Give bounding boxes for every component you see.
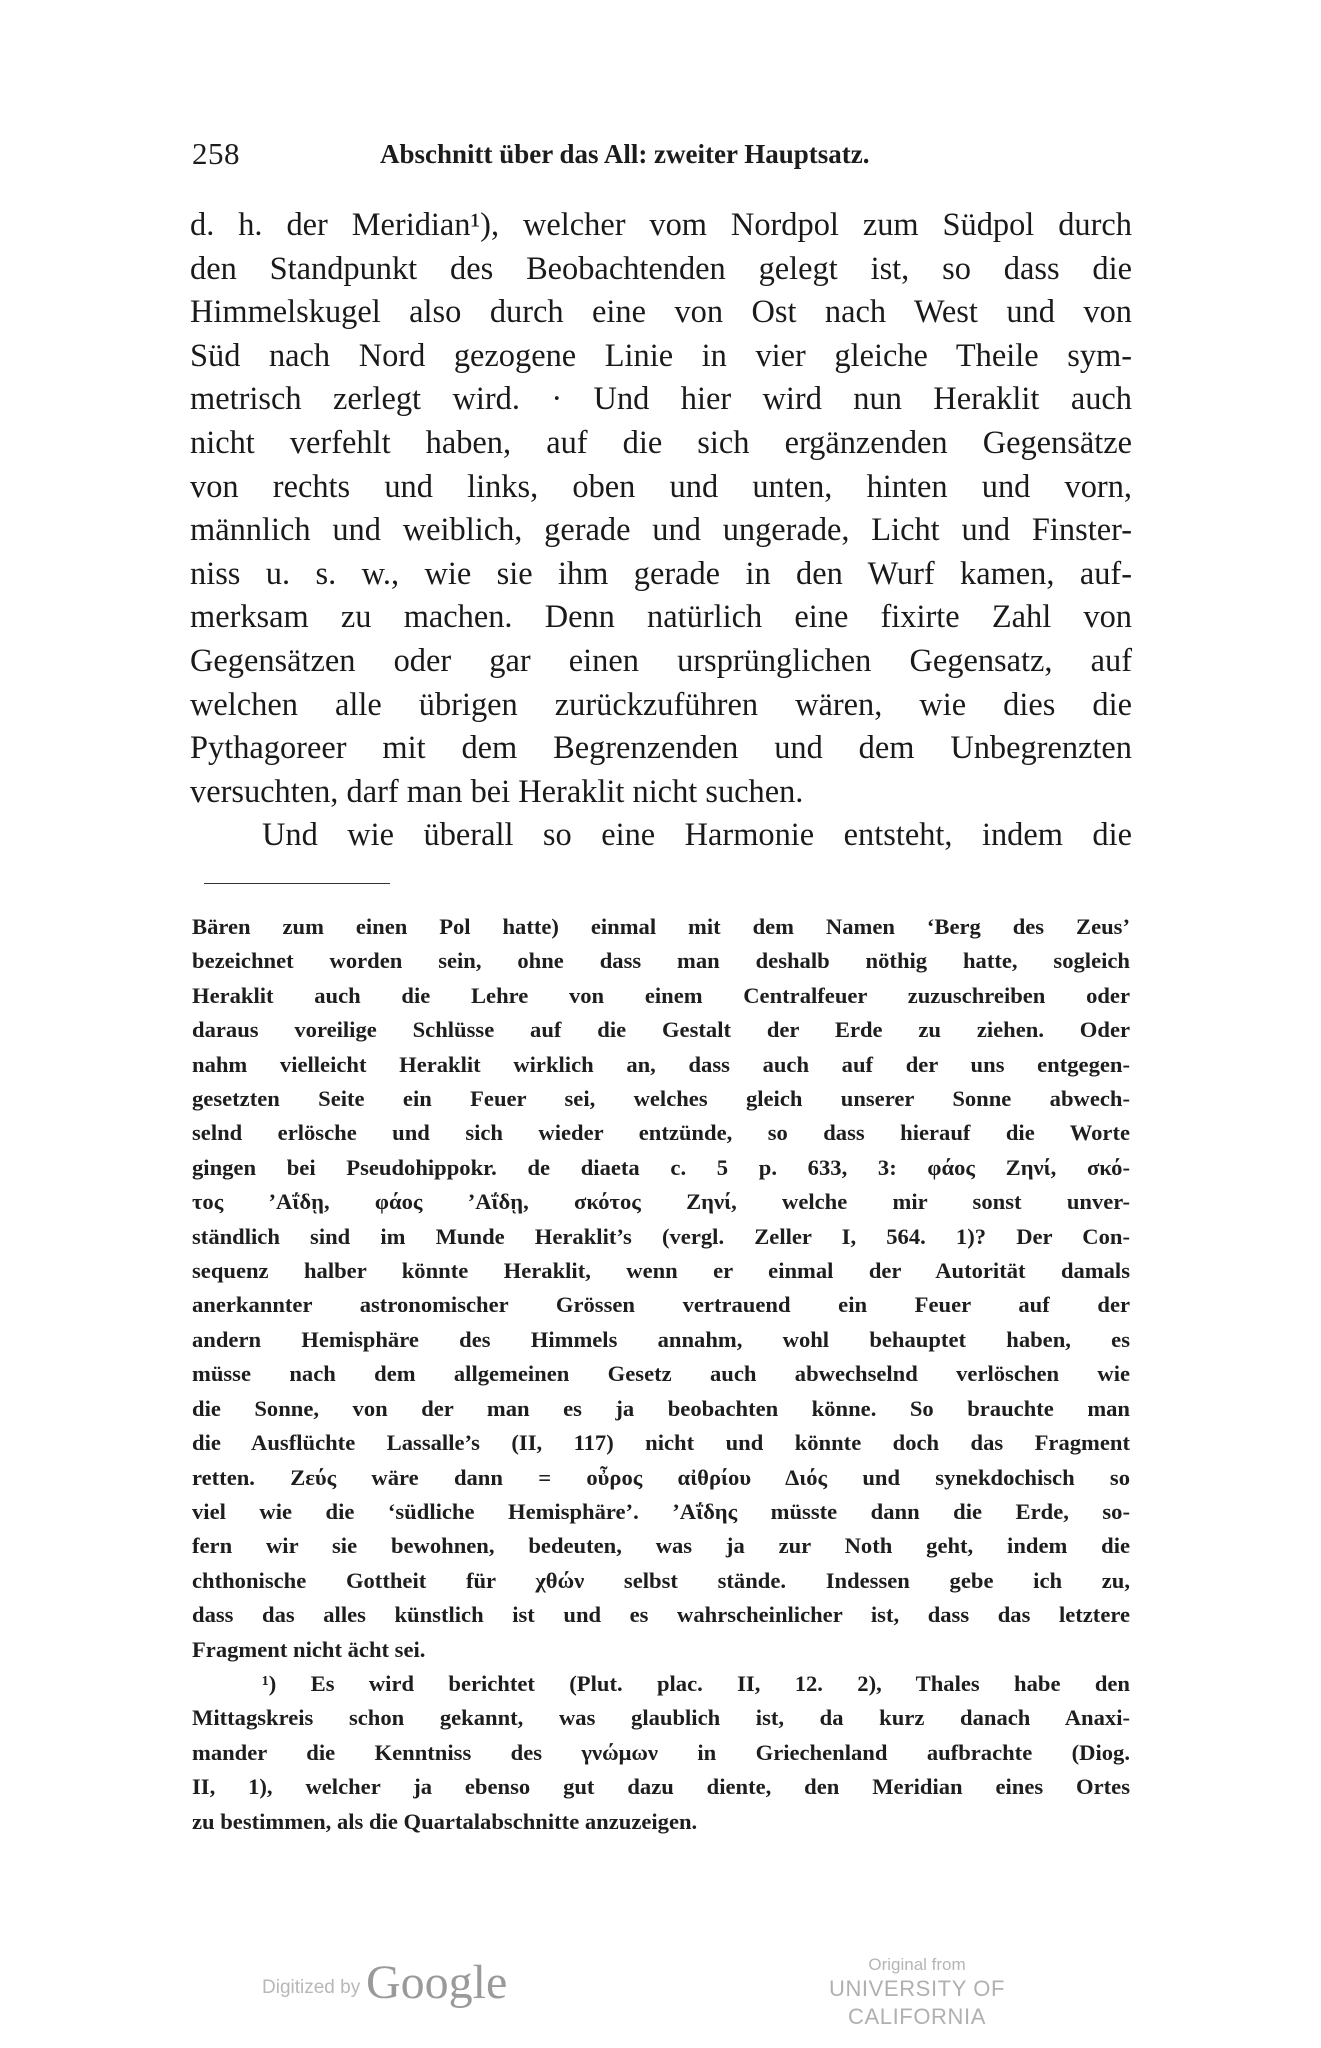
text-line: merksam zu machen. Denn natürlich eine fixirte Zahl von xyxy=(190,599,1132,636)
footnote-marker: ¹) xyxy=(262,1670,277,1696)
running-title: Abschnitt über das All: zweiter Hauptsatz. xyxy=(380,139,870,169)
footnotes xyxy=(192,910,1130,1839)
footnote-line: anerkannter astronomischer Grössen vertrauend ein Feuer auf der xyxy=(192,1292,1130,1318)
footnote-line: chthonische Gottheit für χθών selbst stände. Indessen gebe ich zu, xyxy=(192,1567,1130,1593)
digitized-by-label: Digitized by xyxy=(262,1977,361,1998)
footnote-line: Mittagskreis schon gekannt, was glaublich ist, da kurz danach Anaxi- xyxy=(192,1705,1130,1731)
text-line: welchen alle übrigen zurückzuführen wären, wie dies die xyxy=(190,686,1132,723)
footnote-line: τος ’Αΐδῃ, φάος ’Αΐδῃ, σκότος Ζηνί, welche mir sonst unver- xyxy=(192,1189,1130,1215)
footnote-line: gesetzten Seite ein Feuer sei, welches gleich unserer Sonne abwech- xyxy=(192,1086,1130,1112)
text-line: nicht verfehlt haben, auf die sich ergänzenden Gegensätze xyxy=(190,424,1132,461)
text-line: Himmelskugel also durch eine von Ost nach West und von xyxy=(190,294,1132,331)
footnote-line: II, 1), welcher ja ebenso gut dazu diente, den Meridian eines Ortes xyxy=(192,1774,1130,1800)
footnote-line: die Sonne, von der man es ja beobachten könne. So brauchte man xyxy=(192,1395,1130,1421)
text-line: Pythagoreer mit dem Begrenzenden und dem Unbegrenzten xyxy=(190,730,1132,767)
footnote-line: zu bestimmen, als die Quartalabschnitte anzuzeigen. xyxy=(192,1808,698,1834)
footnote-line: gingen bei Pseudohippokr. de diaeta c. 5 p. 633, 3: φάος Ζηνί, σκό- xyxy=(192,1154,1130,1180)
footnote-1-first-line xyxy=(192,1667,1130,1701)
footnote-line: Heraklit auch die Lehre von einem Centralfeuer zuzuschreiben oder xyxy=(192,982,1130,1008)
footnote-line: sequenz halber könnte Heraklit, wenn er einmal der Autorität damals xyxy=(192,1258,1130,1284)
page-header xyxy=(192,136,1132,176)
text-line: niss u. s. w., wie sie ihm gerade in den Wurf kamen, auf- xyxy=(190,555,1132,592)
footnote-line: müsse nach dem allgemeinen Gesetz auch abwechselnd verlöschen wie xyxy=(192,1361,1130,1387)
page-number: 258 xyxy=(192,136,240,171)
text-line: von rechts und links, oben und unten, hinten und vorn, xyxy=(190,468,1132,505)
text-line: Süd nach Nord gezogene Linie in vier gleiche Theile sym- xyxy=(190,337,1132,374)
footnote-line: bezeichnet worden sein, ohne dass man deshalb nöthig hatte, sogleich xyxy=(192,948,1130,974)
footnote-line: daraus voreilige Schlüsse auf die Gestalt der Erde zu ziehen. Oder xyxy=(192,1017,1130,1043)
footnote-line: nahm vielleicht Heraklit wirklich an, dass auch auf der uns entgegen- xyxy=(192,1051,1130,1077)
footnote-line: viel wie die ‘südliche Hemisphäre’. ’Αΐδης müsste dann die Erde, so- xyxy=(192,1498,1130,1524)
source-watermark xyxy=(772,1955,1062,2031)
text-line: den Standpunkt des Beobachtenden gelegt ist, so dass die xyxy=(190,250,1132,287)
original-from-label: Original from xyxy=(868,1955,966,1974)
text-line: metrisch zerlegt wird. · Und hier wird nun Heraklit auch xyxy=(190,381,1132,418)
text-line: Gegensätzen oder gar einen ursprünglichen Gegensatz, auf xyxy=(190,642,1132,679)
main-text xyxy=(190,204,1132,858)
paragraph-start-line: Und wie überall so eine Harmonie entsteht, indem die xyxy=(262,817,1132,854)
text-line: versuchten, darf man bei Heraklit nicht suchen. xyxy=(190,773,804,810)
footnote-line: die Ausflüchte Lassalle’s (II, 117) nicht und könnte doch das Fragment xyxy=(192,1430,1130,1456)
footnote-text: Es wird berichtet (Plut. plac. II, 12. 2), Thales habe den xyxy=(310,1670,1130,1696)
footnote-divider xyxy=(204,883,390,884)
text-line: d. h. der Meridian¹), welcher vom Nordpol zum Südpol durch xyxy=(190,207,1132,243)
footnote-line: fern wir sie bewohnen, bedeuten, was ja zur Noth geht, indem die xyxy=(192,1533,1130,1559)
footnote-line: dass das alles künstlich ist und es wahrscheinlicher ist, dass das letztere xyxy=(192,1602,1130,1628)
footnote-line: mander die Kenntniss des γνώμων in Griechenland aufbrachte (Diog. xyxy=(192,1739,1130,1765)
google-logo: Google xyxy=(366,1956,508,2009)
footnote-line: andern Hemisphäre des Himmels annahm, wohl behauptet haben, es xyxy=(192,1326,1130,1352)
footnote-line: Fragment nicht ächt sei. xyxy=(192,1636,426,1662)
footnote-line: Bären zum einen Pol hatte) einmal mit dem Namen ‘Berg des Zeus’ xyxy=(192,914,1130,939)
footnote-line: ständlich sind im Munde Heraklit’s (vergl. Zeller I, 564. 1)? Der Con- xyxy=(192,1223,1130,1249)
text-line: männlich und weiblich, gerade und ungerade, Licht und Finster- xyxy=(190,512,1132,549)
institution-label: UNIVERSITY OF CALIFORNIA xyxy=(828,1976,1006,2029)
footnote-line: selnd erlösche und sich wieder entzünde, so dass hierauf die Worte xyxy=(192,1120,1130,1146)
footnote-line: retten. Ζεύς wäre dann = οὖρος αἰθρίου Διός und synekdochisch so xyxy=(192,1464,1130,1490)
